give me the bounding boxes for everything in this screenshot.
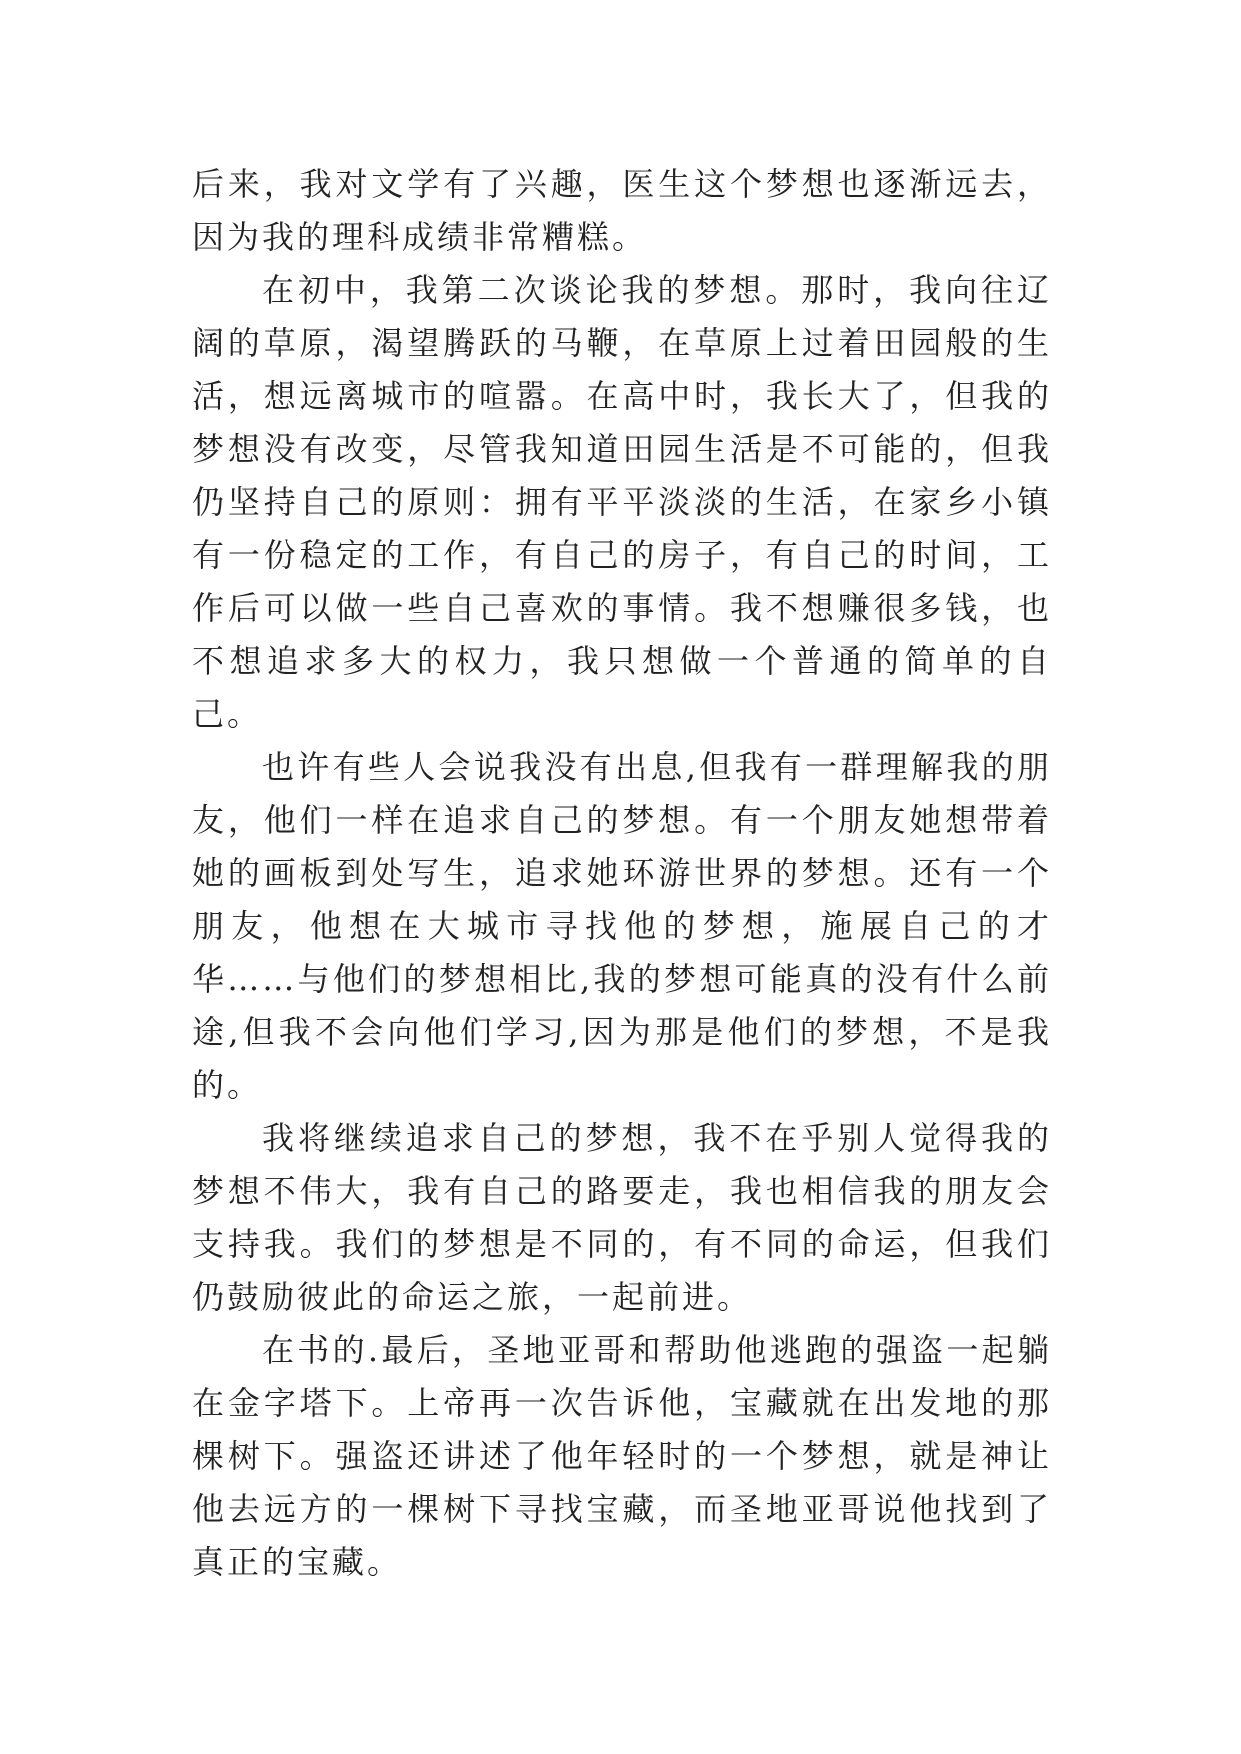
document-body xyxy=(192,158,1052,1589)
paragraph-5: 在书的.最后，圣地亚哥和帮助他逃跑的强盗一起躺在金字塔下。上帝再一次告诉他，宝藏就在出发地的那棵树下。强盗还讲述了他年轻时的一个梦想，就是神让他去远方的一棵树下寻找宝藏，而圣地亚哥说他找到了真正的宝藏。 xyxy=(192,1331,1052,1581)
paragraph-3: 也许有些人会说我没有出息,但我有一群理解我的朋友，他们一样在追求自己的梦想。有一个朋友她想带着她的画板到处写生，追求她环游世界的梦想。还有一个朋友，他想在大城市寻找他的梦想，施展自己的才华……与他们的梦想相比,我的梦想可能真的没有什么前途,但我不会向他们学习,因为那是他们的梦想，不是我的。 xyxy=(192,748,1052,1104)
paragraph-2: 在初中，我第二次谈论我的梦想。那时，我向往辽阔的草原，渴望腾跃的马鞭，在草原上过着田园般的生活，想远离城市的喧嚣。在高中时，我长大了，但我的梦想没有改变，尽管我知道田园生活是不可能的，但我仍坚持自己的原则：拥有平平淡淡的生活，在家乡小镇有一份稳定的工作，有自己的房子，有自己的时间，工作后可以做一些自己喜欢的事情。我不想赚很多钱，也不想追求多大的权力，我只想做一个普通的简单的自己。 xyxy=(192,271,1052,733)
paragraph-4: 我将继续追求自己的梦想，我不在乎别人觉得我的梦想不伟大，我有自己的路要走，我也相信我的朋友会支持我。我们的梦想是不同的，有不同的命运，但我们仍鼓励彼此的命运之旅，一起前进。 xyxy=(192,1119,1052,1316)
paragraph-1: 后来，我对文学有了兴趣，医生这个梦想也逐渐远去，因为我的理科成绩非常糟糕。 xyxy=(192,165,1052,256)
